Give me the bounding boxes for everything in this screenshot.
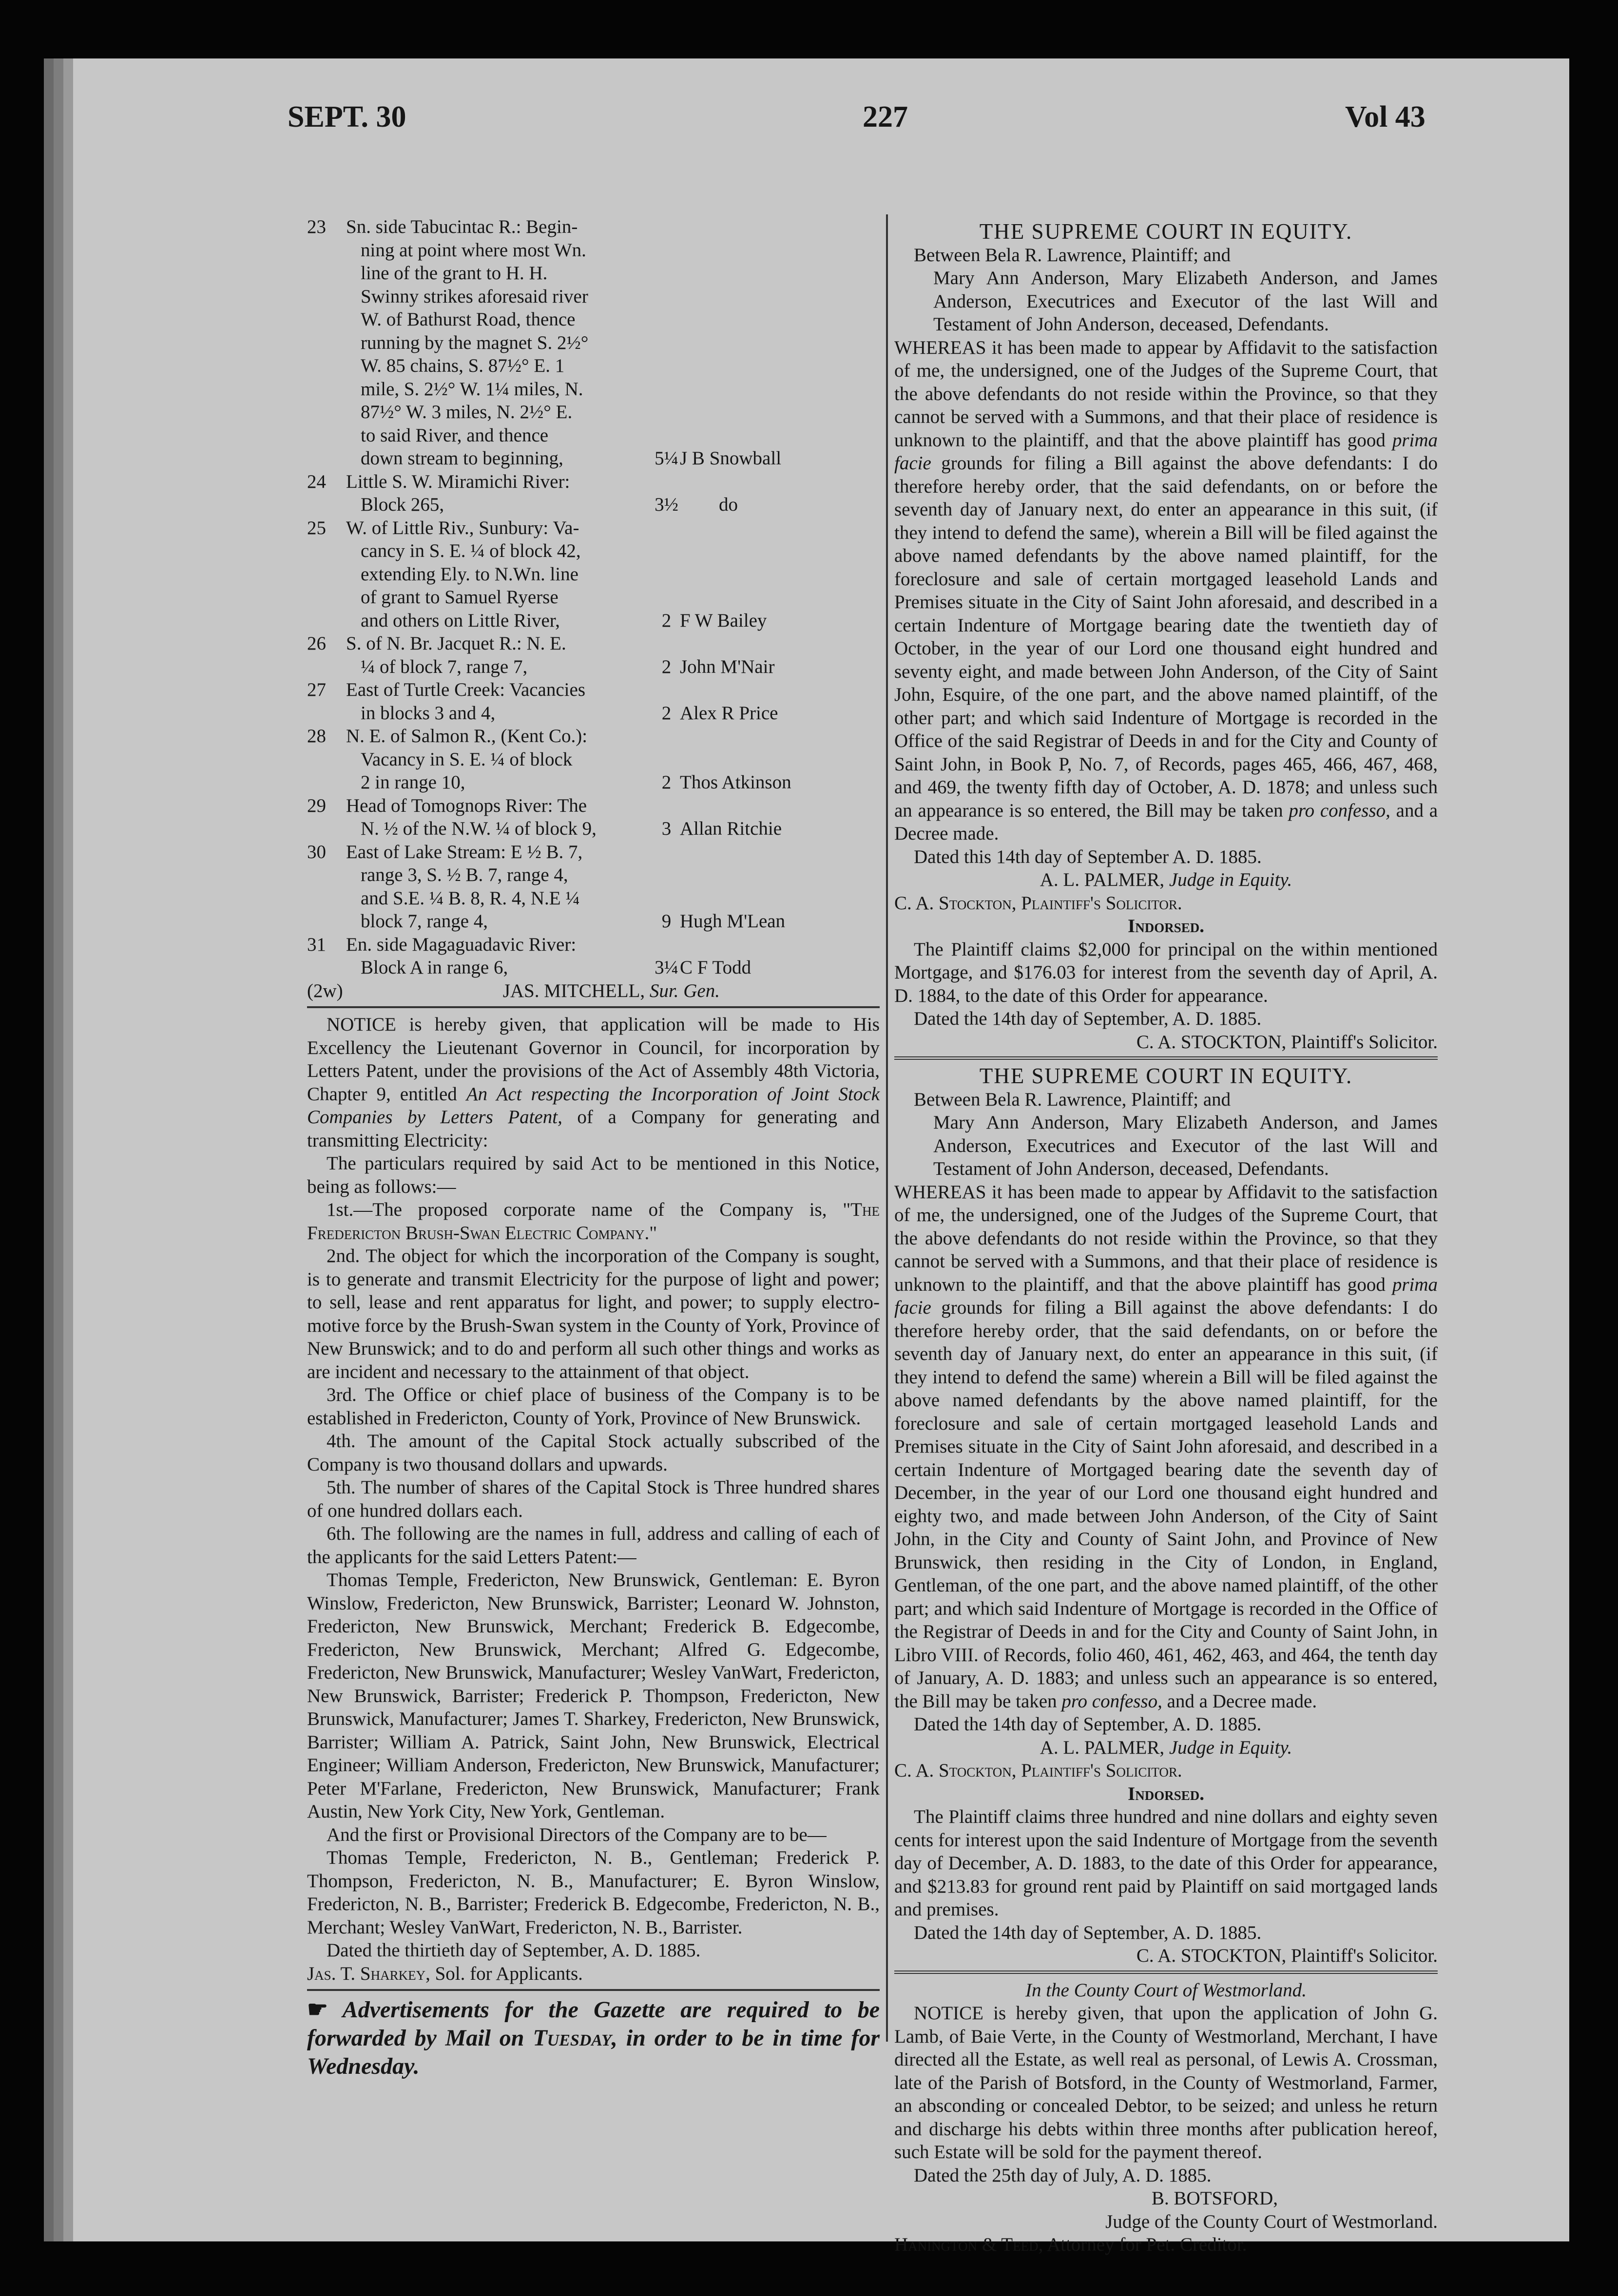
shares-paragraph: 5th. The number of shares of the Capital Stock is Three hundred shares of one hundred dollars each. bbox=[307, 1477, 880, 1521]
grant-applicant: Allan Ritchie bbox=[680, 818, 782, 839]
grant-number: 30 bbox=[307, 841, 326, 862]
county-court-title: In the County Court of Westmorland. bbox=[1025, 1979, 1307, 2001]
grant-description-line: Head of Tomognops River: The bbox=[346, 795, 587, 816]
grant-quantity: 9 bbox=[661, 911, 672, 932]
particulars-text: The particulars required by said Act to be mentioned in this Notice, being as follows:— bbox=[307, 1153, 880, 1197]
pointing-hand-icon: ☛ bbox=[307, 1997, 328, 2023]
grant-description-line: ¼ of block 7, range 7, bbox=[361, 656, 528, 677]
land-grants-list bbox=[307, 215, 880, 979]
surveyor-name: JAS. MITCHELL, bbox=[502, 980, 645, 1001]
grant-description-line: down stream to beginning, bbox=[361, 448, 563, 469]
divider-rule bbox=[307, 1006, 880, 1008]
grant-description bbox=[346, 470, 653, 517]
applicants-list: Thomas Temple, Fredericton, New Brunswick, Gentleman: E. Byron Winslow, Fredericton, New Brunswick, Barrister; Leonard W. Johnston, Fredericton, New Brunswick, Merchant; Frederick B. Edgecombe, Fredericton, New Brunswick, Merchant; Alfred G. Edgecombe, Fredericton, New Brunswick, Manufacturer; Wesley VanWart, Fredericton, New Brunswick, Barrister; Frederick P. Thompson, Fredericton, New Brunswick, Manufacturer; James T. Sharkey, Fredericton, New Brunswick, Barrister; William A. Patrick, Saint John, New Brunswick, Electrical Engineer; William Anderson, Fredericton, New Brunswick, Manufacturer; Peter M'Farlane, Fredericton, New Brunswick, Manufacturer; Frank Austin, New York City, New York, Gentleman. bbox=[307, 1569, 880, 1822]
county-judge-title: Judge of the County Court of Westmorland. bbox=[1105, 2211, 1438, 2232]
grant-description-line: Swinny strikes aforesaid river bbox=[361, 286, 588, 307]
solicitor-line: C. A. Stockton, Plaintiff's Solicitor. bbox=[894, 1760, 1182, 1781]
plaintiff-claim: The Plaintiff claims $2,000 for principal on the within mentioned Mortgage, and $176.03 for interest from the seventh day of April, A. D. 1884, to the date of this Order for appearance. bbox=[894, 938, 1438, 1006]
grant-entry bbox=[307, 470, 880, 517]
grant-number: 26 bbox=[307, 633, 326, 654]
grant-number: 23 bbox=[307, 216, 326, 237]
court-notice-parties: Between Bela R. Lawrence, Plaintiff; and bbox=[914, 244, 1231, 266]
attorney-line: Hanington & Teed, Attorney for Pet. Creditor. bbox=[894, 2234, 1247, 2255]
grant-quantity: 3 bbox=[661, 818, 672, 839]
applicants-heading: 6th. The following are the names in full, address and calling of each of the applicants for the said Letters Patent:— bbox=[307, 1523, 880, 1568]
grant-description-line: line of the grant to H. H. bbox=[361, 263, 548, 284]
grant-description-line: W. of Little Riv., Sunbury: Va- bbox=[346, 517, 579, 538]
grant-description-line: East of Lake Stream: E ½ B. 7, bbox=[346, 841, 583, 862]
divider-rule bbox=[894, 1971, 1438, 1974]
solicitor-name: Jas. T. Sharkey, bbox=[307, 1963, 430, 1984]
act-title: An Act respecting the Incorporation of Joint Stock Companies by Letters Patent, bbox=[307, 1083, 880, 1128]
grant-description-line: En. side Magaguadavic River: bbox=[346, 934, 577, 955]
page-number: 227 bbox=[863, 100, 908, 134]
grant-description-line: Vacancy in S. E. ¼ of block bbox=[361, 748, 573, 770]
solicitor-role: Sol. for Applicants. bbox=[435, 1963, 583, 1984]
grant-description-line: N. ½ of the N.W. ¼ of block 9, bbox=[361, 818, 597, 839]
grant-entry bbox=[307, 725, 880, 794]
claim-solicitor: C. A. STOCKTON, Plaintiff's Solicitor. bbox=[1136, 1031, 1438, 1052]
right-column bbox=[894, 220, 1438, 2257]
company-notice-intro: NOTICE is hereby given, that application will be made to His Excellency the Lieutenant Governor in Council, for incorporation by Letters Patent, under the provisions of the Act of Assembly 48th Victoria, Chapter 9, entitled An Act respecting the Incorporation of Joint Stock Companies by Letters Patent, of a Company for generating and transmitting Electricity: bbox=[307, 1014, 880, 1151]
grant-applicant: J B Snowball bbox=[680, 448, 782, 469]
grant-description-line: S. of N. Br. Jacquet R.: N. E. bbox=[346, 633, 566, 654]
grant-description bbox=[346, 933, 653, 979]
directors-intro: And the first or Provisional Directors of the Company are to be— bbox=[327, 1824, 827, 1845]
grant-description-line: N. E. of Salmon R., (Kent Co.): bbox=[346, 726, 588, 746]
grant-entry bbox=[307, 933, 880, 979]
plaintiff-claim: The Plaintiff claims three hundred and nine dollars and eighty seven cents for interest upon the said Indenture of Mortgage from the seventh day of December, A. D. 1883, to the date of this Order for appearance, and $213.83 for ground rent paid by Plaintiff on said mortgaged lands and premises. bbox=[894, 1806, 1438, 1920]
grant-description-line: range 3, S. ½ B. 7, range 4, bbox=[361, 864, 568, 885]
county-court-date: Dated the 25th day of July, A. D. 1885. bbox=[914, 2164, 1212, 2186]
court-notice-body: WHEREAS it has been made to appear by Affidavit to the satisfaction of me, the undersigned, one of the Judges of the Supreme Court, that the above defendants do not reside within the Province, so that they cannot be served with a Summons, and that their place of residence is unknown to the plaintiff, and that the above plaintiff has good prima facie grounds for filing a Bill against the above defendants: I do therefore hereby order, that the said defendants, on or before the seventh day of January next, do enter an appearance in this suit, (if they intend to defend the same) wherein a Bill will be filed against the above named defendants by the above named plaintiff, for the foreclosure and sale of certain mortgaged leasehold Lands and Premises situate in the City of Saint John aforesaid, and described in a certain Indenture of Mortgaged bearing date the seventh day of December, in the year of our Lord one thousand eight hundred and eighty two, and made between John Anderson, of the City of Saint John, in the City and County of Saint John, and Province of New Brunswick, then residing in the City of London, in England, Gentleman, of the one part, and the above named plaintiff, of the other part; and which said Indenture of Mortgage is recorded in the Office of the Registrar of Deeds in and for the City and County of Saint John, in Libro VIII. of Records, folio 460, 461, 462, 463, and 464, the tenth day of January, A. D. 1883; and unless such an appearance is so entered, the Bill may be taken pro confesso, and a Decree made. bbox=[894, 1181, 1438, 1712]
grant-entry bbox=[307, 678, 880, 725]
grant-description-line: Little S. W. Miramichi River: bbox=[346, 471, 570, 492]
grant-description-line: of grant to Samuel Ryerse bbox=[361, 587, 559, 608]
company-notice-signature bbox=[307, 1962, 880, 1986]
grant-description-line: block 7, range 4, bbox=[361, 911, 488, 932]
grant-applicant: do bbox=[719, 494, 738, 515]
grant-number: 29 bbox=[307, 795, 326, 816]
court-notice-defendants: Mary Ann Anderson, Mary Elizabeth Anderson, and James Anderson, Executrices and Executor of the last Will and Testament of John Anderson, deceased, Defendants. bbox=[933, 268, 1438, 335]
grant-description-line: to said River, and thence bbox=[361, 424, 549, 446]
volume-number: Vol 43 bbox=[1345, 100, 1425, 134]
claim-solicitor: C. A. STOCKTON, Plaintiff's Solicitor. bbox=[1136, 1945, 1438, 1966]
grant-description bbox=[346, 841, 653, 933]
advertisement-notice: ☛ Advertisements for the Gazette are required to be forwarded by Mail on Tuesday, in order to be in time for Wednesday. bbox=[307, 1997, 880, 2079]
claim-date: Dated the 14th day of September, A. D. 1885. bbox=[914, 1922, 1262, 1943]
court-notice-title: THE SUPREME COURT IN EQUITY. bbox=[979, 219, 1353, 244]
divider-rule bbox=[307, 1989, 880, 1991]
grant-applicant: F W Bailey bbox=[680, 610, 767, 631]
office-paragraph: 3rd. The Office or chief place of business of the Company is to be established in Fredericton, County of York, Province of New Brunswick. bbox=[307, 1384, 880, 1429]
grant-description-line: W. of Bathurst Road, thence bbox=[361, 309, 576, 330]
indorsed-heading: Indorsed. bbox=[1128, 1783, 1204, 1804]
grant-quantity: 2 bbox=[661, 656, 672, 677]
grant-description-line: 2 in range 10, bbox=[361, 772, 465, 793]
company-notice-date: Dated the thirtieth day of September, A. D. 1885. bbox=[327, 1940, 701, 1961]
court-notice-defendants: Mary Ann Anderson, Mary Elizabeth Anderson, and James Anderson, Executrices and Executor of the last Will and Testament of John Anderson, deceased, Defendants. bbox=[933, 1112, 1438, 1179]
court-notice-date: Dated this 14th day of September A. D. 1885. bbox=[914, 846, 1262, 867]
grant-description-line: in blocks 3 and 4, bbox=[361, 702, 496, 724]
grant-quantity: 2 bbox=[661, 702, 672, 724]
judge-signature: A. L. PALMER, Judge in Equity. bbox=[1040, 869, 1292, 890]
grant-entry bbox=[307, 794, 880, 841]
grant-entry bbox=[307, 215, 880, 470]
deadline-day: Tuesday, bbox=[533, 2025, 617, 2051]
grant-applicant: Hugh M'Lean bbox=[680, 911, 786, 932]
grant-description bbox=[346, 794, 653, 841]
grant-number: 25 bbox=[307, 517, 326, 538]
grant-description-line: Sn. side Tabucintac R.: Begin- bbox=[346, 216, 578, 237]
county-judge-name: B. BOTSFORD, bbox=[1152, 2188, 1278, 2209]
grant-description-line: ning at point where most Wn. bbox=[361, 239, 586, 261]
grant-description-line: and S.E. ¼ B. 8, R. 4, N.E ¼ bbox=[361, 887, 580, 909]
grant-quantity: 3½ bbox=[655, 494, 678, 515]
divider-rule bbox=[894, 1056, 1438, 1060]
grant-number: 28 bbox=[307, 726, 326, 746]
county-court-body: NOTICE is hereby given, that upon the application of John G. Lamb, of Baie Verte, in the County of Westmorland, Merchant, I have directed all the Estate, as well real as personal, of Lewis A. Crossman, late of the Parish of Botsford, in the County of Westmorland, Farmer, an absconding or concealed Debtor, to be seized; and unless he return and discharge his debts within three months after publication hereof, such Estate will be sold for the payment thereof. bbox=[894, 2003, 1438, 2162]
grant-description-line: East of Turtle Creek: Vacancies bbox=[346, 679, 586, 700]
grant-description-line: and others on Little River, bbox=[361, 610, 560, 631]
grant-applicant: Alex R Price bbox=[680, 702, 778, 724]
company-name-paragraph: 1st.—The proposed corporate name of the Company is, "The Fredericton Brush-Swan Electric Company." bbox=[307, 1199, 880, 1244]
court-notice-title: THE SUPREME COURT IN EQUITY. bbox=[979, 1064, 1353, 1088]
company-name: The Fredericton Brush-Swan Electric Company bbox=[307, 1199, 880, 1244]
insertion-mark: (2w) bbox=[307, 980, 343, 1001]
grant-entry bbox=[307, 517, 880, 632]
judge-signature: A. L. PALMER, Judge in Equity. bbox=[1040, 1737, 1292, 1758]
grant-description bbox=[346, 215, 653, 470]
surveyor-title: Sur. Gen. bbox=[649, 980, 720, 1001]
grant-number: 24 bbox=[307, 471, 326, 492]
left-column bbox=[307, 215, 880, 2081]
grant-description-line: Block A in range 6, bbox=[361, 957, 508, 978]
solicitor-line: C. A. Stockton, Plaintiff's Solicitor. bbox=[894, 892, 1182, 914]
grant-quantity: 2 bbox=[661, 772, 672, 793]
court-notice-date: Dated the 14th day of September, A. D. 1885. bbox=[914, 1714, 1262, 1735]
grant-quantity: 2 bbox=[661, 610, 672, 631]
grant-applicant: C F Todd bbox=[680, 957, 751, 978]
grant-description-line: running by the magnet S. 2½° bbox=[361, 332, 589, 353]
directors-list: Thomas Temple, Fredericton, N. B., Gentleman; Frederick P. Thompson, Fredericton, N. B., Manufacturer; E. Byron Winslow, Fredericton, N. B., Barrister; Frederick B. Edgecombe, Fredericton, N. B., Merchant; Wesley VanWart, Fredericton, N. B., Barrister. bbox=[307, 1847, 880, 1938]
grant-description bbox=[346, 632, 653, 678]
grant-description bbox=[346, 517, 653, 632]
court-notice-parties: Between Bela R. Lawrence, Plaintiff; and bbox=[914, 1089, 1231, 1110]
grant-quantity: 5¼ bbox=[655, 448, 678, 469]
column-divider bbox=[886, 214, 888, 2042]
grant-applicant: Thos Atkinson bbox=[680, 772, 791, 793]
grant-applicant: John M'Nair bbox=[680, 656, 775, 677]
grant-quantity: 3¼ bbox=[655, 957, 678, 978]
grant-description-line: mile, S. 2½° W. 1¼ miles, N. bbox=[361, 378, 583, 400]
grant-description-line: extending Ely. to N.Wn. line bbox=[361, 563, 578, 585]
grant-description-line: W. 85 chains, S. 87½° E. 1 bbox=[361, 355, 565, 376]
indorsed-heading: Indorsed. bbox=[1128, 916, 1204, 937]
grant-description-line: cancy in S. E. ¼ of block 42, bbox=[361, 540, 581, 561]
grant-number: 31 bbox=[307, 934, 326, 955]
court-notice-body: WHEREAS it has been made to appear by Affidavit to the satisfaction of me, the undersigned, one of the Judges of the Supreme Court, that the above defendants do not reside within the Province, so that they cannot be served with a Summons, and that their place of residence is unknown to the plaintiff, and that the above plaintiff has good prima facie grounds for filing a Bill against the above defendants: I do therefore hereby order, that the said defendants, on or before the seventh day of January next, do enter an appearance in this suit, (if they intend to defend the same), wherein a Bill will be filed against the above named defendants by the above named plaintiff, for the foreclosure and sale of certain mortgaged leasehold Lands and Premises situate in the City of Saint John aforesaid, and described in a certain Indenture of Mortgage bearing date the twentieth day of October, in the year of our Lord one thousand eight hundred and seventy eight, and made between John Anderson, of the City of Saint John, Esquire, of the one part, and the above named plaintiff, of the other part; and which said Indenture of Mortgage is recorded in the Office of the said Registrar of Deeds in and for the City and County of Saint John, in Book P, No. 7, of Records, pages 465, 466, 467, 468, and 469, the twenty fifth day of October, A. D. 1878; and unless such an appearance is so entered, the Bill may be taken pro confesso, and a Decree made. bbox=[894, 337, 1438, 844]
grant-number: 27 bbox=[307, 679, 326, 700]
grant-entry bbox=[307, 632, 880, 678]
grant-description bbox=[346, 725, 653, 794]
claim-date: Dated the 14th day of September, A. D. 1885. bbox=[914, 1008, 1262, 1029]
capital-paragraph: 4th. The amount of the Capital Stock actually subscribed of the Company is two thousand dollars and upwards. bbox=[307, 1431, 880, 1475]
grant-description-line: Block 265, bbox=[361, 494, 444, 515]
header-date: SEPT. 30 bbox=[288, 100, 406, 134]
grants-signature bbox=[307, 979, 880, 1003]
grant-description-line: 87½° W. 3 miles, N. 2½° E. bbox=[361, 402, 573, 422]
grant-entry bbox=[307, 841, 880, 933]
object-paragraph: 2nd. The object for which the incorporation of the Company is sought, is to generate and transmit Electricity for the purpose of light and power; to sell, lease and rent apparatus for light, and power; to supply electro-motive force by the Brush-Swan system in the County of York, Province of New Brunswick; and to do and perform all such other things and works as are incident and necessary to the attainment of that object. bbox=[307, 1245, 880, 1382]
grant-description bbox=[346, 678, 653, 725]
